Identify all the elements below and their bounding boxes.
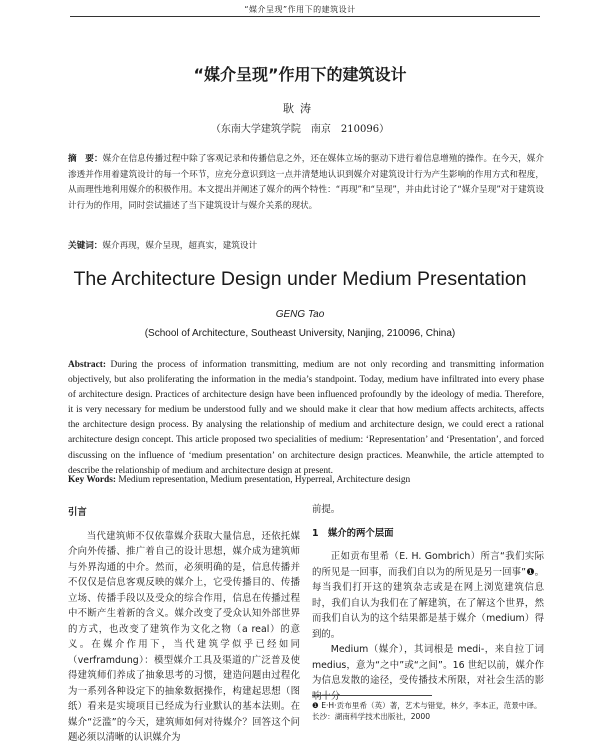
english-abstract — [68, 358, 544, 479]
right-column-continuation: 前提。 — [312, 504, 341, 515]
english-author: GENG Tao — [275, 309, 325, 320]
chinese-keywords-label: 关键词： — [68, 241, 103, 251]
chinese-abstract-text: 媒介在信息传播过程中除了客观记录和传播信息之外，还在媒体立场的驱动下进行着信息增殖的操作。在今天，媒介渗透并作用着建筑设计的每一个环节，应充分意识到这一点并清楚地认识到媒介对建筑设计行为产生影响的作用方式和程度，从而理性地利用媒介的积极作用。本文提出并阐述了媒介的两个特性：“再现”和“呈现”，并由此讨论了“媒介呈现”对于建筑设计行为的作用，同时尝试描述了当下建筑设计与媒介关系的现状。 — [68, 154, 544, 211]
section1-paragraph-2: Medium（媒介），其词根是 medi-，来自拉丁词 medius，意为“之中”或“之间”。16 世纪以前，媒介作为信息发散的途径，受传播技术所限，对社会生活的影响十分 — [312, 644, 544, 702]
chinese-abstract — [68, 152, 544, 214]
footnote-rule — [312, 695, 432, 696]
section1-paragraph-1: 正如贡布里希（E. H. Gombrich）所言“我们实际的所见是一回事，而我们自以为的所见是另一回事”❶。每当我们打开这的建筑杂志或是在网上浏览建筑信息时，我们自认为我们在了解建筑，在了解这个世界，然而我们自认为的这个结果都是基于媒介（medium）得到的。 — [312, 551, 544, 640]
running-head: “媒介呈现”作用下的建筑设计 — [244, 5, 356, 14]
chinese-keywords — [68, 239, 544, 251]
english-abstract-label: Abstract: — [68, 360, 107, 370]
english-title: The Architecture Design under Medium Presentation — [73, 268, 527, 290]
footnote: ❶ E·H·贡布里希（英）著，艺术与错觉，林夕，李本正，范景中译。长沙：湖南科学技术出版社，2000 — [312, 701, 542, 721]
intro-paragraph: 当代建筑师不仅依靠媒介获取大量信息，还依托媒介向外传播、推广着自己的设计思想，媒介成为建筑师与外界沟通的中介。然而，必须明确的是，信息传播并不仅仅是信息客观反映的媒介上，它受传播目的、传播立场、传播手段以及受众的综合作用，信息在传播过程中不断产生着新的含义。媒介改变了受众认知外部世界的方式，也改变了建筑作为文化之物（a real）的意义。在媒介作用下，当代建筑学似乎已经如同（verframdung）：模型媒介工具及渠道的广泛普及使得建筑师们养成了抽象思考的习惯，建造问题由过程化为一系列各种设定下的抽象数据操作，构建起思想（图纸）看来是实境项目已经成为行业默认的基本法则。在媒介“泛滥”的今天，建筑师如何对待媒介？回答这个问题必须以清晰的认识媒介为 — [68, 530, 300, 743]
english-keywords-text: Medium representation, Medium presentation, Hyperreal, Architecture design — [118, 475, 411, 485]
section1-heading: 1 媒介的两个层面 — [312, 527, 394, 539]
english-keywords-label: Key Words: — [68, 475, 117, 485]
chinese-title: “媒介呈现”作用下的建筑设计 — [193, 65, 407, 84]
chinese-author: 耿涛 — [283, 102, 317, 115]
english-abstract-text: During the process of information transmitting, medium are not only recording and transmitting information objectively, but also proliferating the information in the media’s standpoint. Today, medium have infiltrated into every phase of architecture design. Practices of architecture design have been influenced profoundly by the ideology of media. Therefore, it is very necessary for medium be understood fully and we should make it clear that how medium affects architects, affects the architecture design process. By analysing the relationship of medium and architecture design, we could erect a rational architecture design concept. This article proposed two specialities of medium: ‘Representation’ and ‘Presentation’, and forced discussing on the influence of ‘medium presentation’ on architecture design practices. Meanwhile, the article attempted to describe the relationship of medium and architecture design at present. — [68, 360, 544, 476]
english-affiliation: (School of Architecture, Southeast University, Nanjing, 210096, China) — [144, 328, 456, 339]
chinese-keywords-text: 媒介再现，媒介呈现，超真实，建筑设计 — [102, 241, 258, 251]
chinese-abstract-label: 摘 要： — [68, 154, 103, 164]
header-rule — [70, 16, 540, 17]
english-keywords — [68, 475, 544, 485]
intro-heading: 引言 — [68, 507, 87, 518]
chinese-affiliation: （东南大学建筑学院 南京 210096） — [210, 124, 390, 135]
body-right-column — [312, 502, 544, 704]
body-left-column — [68, 505, 300, 746]
